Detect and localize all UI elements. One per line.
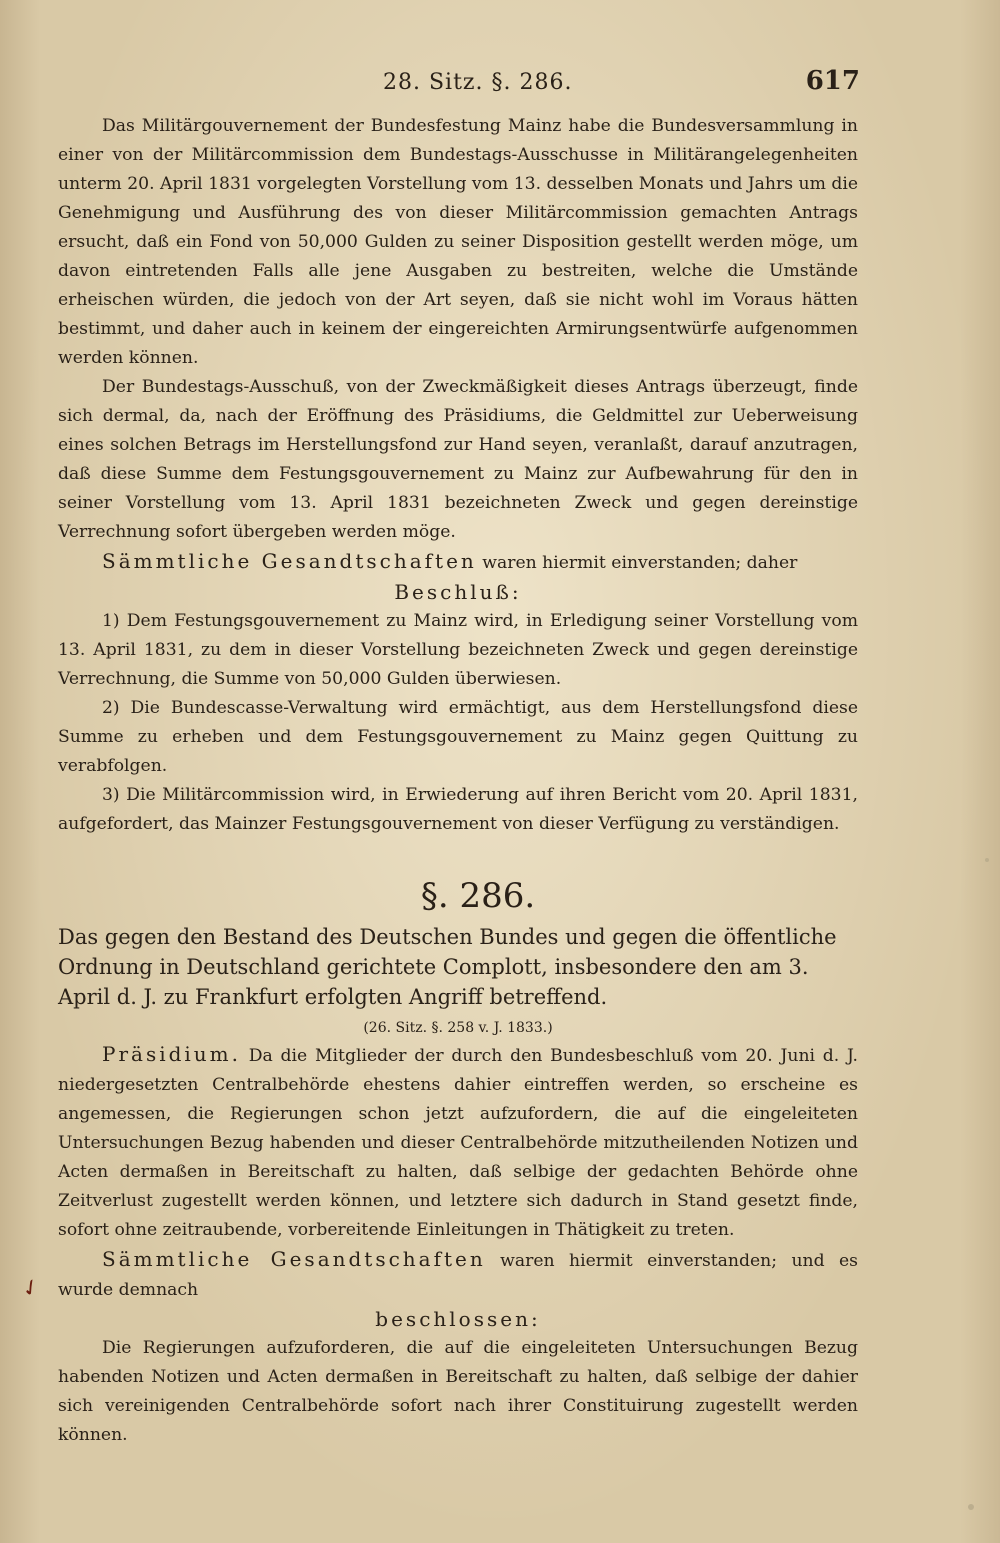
- resolution-item-1: 1) Dem Festungsgouvernement zu Mainz wird, in Erledigung seiner Vorstellung vom 13. April 1831, zu dem in dieser Vorstellung bezeichneten Zweck und gegen dereinstige Verrechnung, die Summe von 50,000 Gulden überwiesen.: [58, 611, 858, 689]
- praesidium-paragraph: [58, 1040, 858, 1245]
- consent-spaced-2: Sämmtliche Gesandtschaften: [102, 1247, 486, 1271]
- final-resolution: Die Regierungen aufzuforderen, die auf die eingeleiteten Untersuchungen Bezug habenden Notizen und Acten dermaßen in Bereitschaft zu halten, daß selbige der dahier sich vereinigenden Centralbehörde sofort nach ihrer Constituirung zugestellt werden können.: [58, 1338, 858, 1445]
- paragraph-ausschuss: Der Bundestags-Ausschuß, von der Zweckmäßigkeit dieses Antrags überzeugt, finde sich dermal, da, nach der Eröffnung des Präsidiums, die Geldmittel zur Ueberweisung eines solchen Betrags im Herstellungsfond zur Hand seyen, veranlaßt, darauf anzutragen, daß diese Summe dem Festungsgouvernement zu Mainz zur Aufbewahrung für den in seiner Vorstellung vom 13. April 1831 bezeichneten Zweck und gegen dereinstige Verrechnung sofort übergeben werden möge.: [58, 377, 858, 542]
- section-number: §. 286.: [420, 876, 536, 916]
- paper-speck: [985, 858, 989, 862]
- paper-stain: [968, 1504, 974, 1510]
- consent-line-1: [58, 547, 858, 578]
- paragraph-militaergouvernement: Das Militärgouvernement der Bundesfestung Mainz habe die Bundesversammlung in einer von der Militärcommission dem Bundestags-Ausschusse in Militärangelegenheiten unterm 20. April 1831 vorgelegten Vorstellung vom 13. desselben Monats und Jahrs um die Genehmigung und Ausführung des von dieser Militärcommission gemachten Antrags ersucht, daß ein Fond von 50,000 Gulden zu seiner Disposition gestellt werden möge, um davon eintretenden Falls alle jene Ausgaben zu bestreiten, welche die Umstände erheischen würden, die jedoch von der Art seyen, daß sie nicht wohl im Voraus hätten bestimmt, und daher auch in keinem der eingereichten Armirungsentwürfe aufgenommen werden können.: [58, 116, 858, 368]
- running-head: 28. Sitz. §. 286.: [383, 70, 573, 95]
- consent-rest-2: waren hiermit einverstanden; und es wurde demnach: [58, 1251, 858, 1300]
- first-section-body: [58, 112, 858, 839]
- page-header: [58, 66, 858, 102]
- section-reference: (26. Sitz. §. 258 v. J. 1833.): [363, 1020, 553, 1036]
- resolution-item-2: 2) Die Bundescasse-Verwaltung wird ermächtigt, aus dem Herstellungsfond diese Summe zu erheben und dem Festungsgouvernement zu Mainz gegen Quittung zu verabfolgen.: [58, 698, 858, 776]
- beschluss-heading: Beschluß:: [394, 580, 522, 604]
- praesidium-label: Präsidium.: [102, 1042, 242, 1066]
- consent-line-2: [58, 1245, 858, 1305]
- beschlossen-heading: beschlossen:: [375, 1307, 541, 1331]
- praesidium-text: Da die Mitglieder der durch den Bundesbeschluß vom 20. Juni d. J. niedergesetzten Centralbehörde ehestens dahier eintreffen werden, so erscheine es angemessen, die Regierungen schon jetzt aufzufordern, die auf die eingeleiteten Untersuchungen Bezug habenden und dieser Centralbehörde mitzutheilenden Notizen und Acten dermaßen in Bereitschaft zu halten, daß selbige der gedachten Behörde ohne Zeitverlust zugestellt werden können, und letztere sich dadurch in Stand gesetzt finde, sofort ohne zeitraubende, vorbereitende Einleitungen in Thätigkeit zu treten.: [58, 1046, 858, 1240]
- section-title: Das gegen den Bestand des Deutschen Bundes und gegen die öffentliche Ordnung in Deutschland gerichtete Complott, insbesondere den am 3. April d. J. zu Frankfurt erfolgten Angriff betreffend.: [58, 925, 837, 1009]
- consent-spaced-1: Sämmtliche Gesandtschaften: [102, 549, 477, 573]
- resolution-item-3: 3) Die Militärcommission wird, in Erwiederung auf ihren Bericht vom 20. April 1831, aufgefordert, das Mainzer Festungsgouvernement von dieser Verfügung zu verständigen.: [58, 785, 858, 834]
- consent-rest-1: waren hiermit einverstanden; daher: [476, 553, 798, 573]
- page-number: 617: [805, 66, 860, 96]
- margin-pencil-mark: ✓: [16, 1273, 46, 1304]
- second-section-body: [58, 922, 858, 1450]
